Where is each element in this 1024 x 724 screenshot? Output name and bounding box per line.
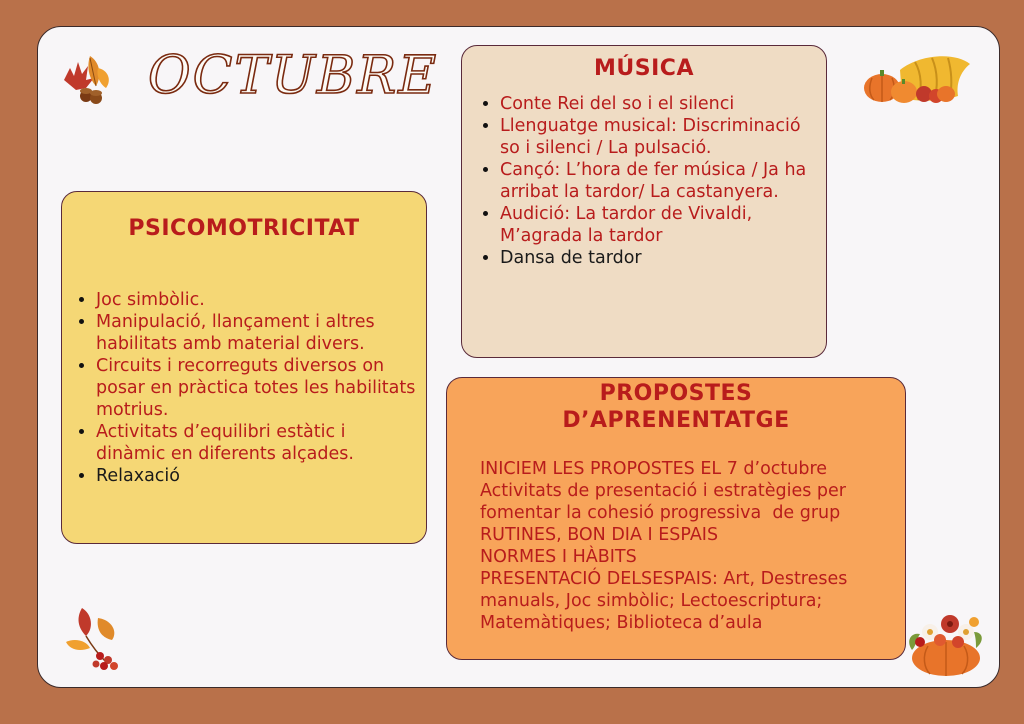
musica-list [478,93,818,269]
list-item: • Manipulació, llançament i altres habilitats amb material divers. [96,311,418,355]
list-item: • Activitats d’equilibri estàtic i dinàmic en diferents alçades. [96,421,418,465]
propostes-line: manuals, Joc simbòlic; Lectoescriptura; [480,591,823,611]
list-item: • Dansa de tardor [500,247,818,269]
propostes-line: PRESENTACIÓ DELSESPAIS: Art, Destreses [480,569,848,589]
propostes-heading [447,380,905,434]
pumpkin-flowers-icon [902,602,988,678]
propostes-line: NORMES I HÀBITS [480,547,637,567]
propostes-heading-line1: PROPOSTES [599,381,753,406]
page-title: OCTUBRE [148,46,439,106]
propostes-line: Matemàtiques; Biblioteca d’aula [480,613,763,633]
list-item: • Relaxació [96,465,418,487]
musica-heading: MÚSICA [594,56,694,81]
list-item: • Llenguatge musical: Discriminació so i silenci / La pulsació. [500,115,818,159]
psicomotricitat-card [61,191,427,544]
propostes-body [480,458,893,634]
psicomotricitat-list [74,289,418,487]
list-item: • Circuits i recorreguts diversos on posar en pràctica totes les habilitats motrius. [96,355,418,421]
musica-card [461,45,827,358]
propostes-line: Activitats de presentació i estratègies per [480,481,846,501]
list-item: • Cançó: L’hora de fer música / Ja ha arribat la tardor/ La castanyera. [500,159,818,203]
propostes-card [446,377,906,660]
autumn-leaves-icon [56,50,116,110]
propostes-line: fomentar la cohesió progressiva de grup [480,503,841,523]
propostes-line: RUTINES, BON DIA I ESPAIS [480,525,719,545]
autumn-berries-icon [62,604,128,674]
list-item: • Audició: La tardor de Vivaldi, M’agrada la tardor [500,203,818,247]
propostes-heading-line2: D’APRENENTATGE [562,408,790,433]
cornucopia-pumpkins-icon [860,50,975,112]
psicomotricitat-heading: PSICOMOTRICITAT [128,216,360,241]
propostes-line: INICIEM LES PROPOSTES EL 7 d’octubre [480,459,828,479]
list-item: • Joc simbòlic. [96,289,418,311]
list-item: • Conte Rei del so i el silenci [500,93,818,115]
